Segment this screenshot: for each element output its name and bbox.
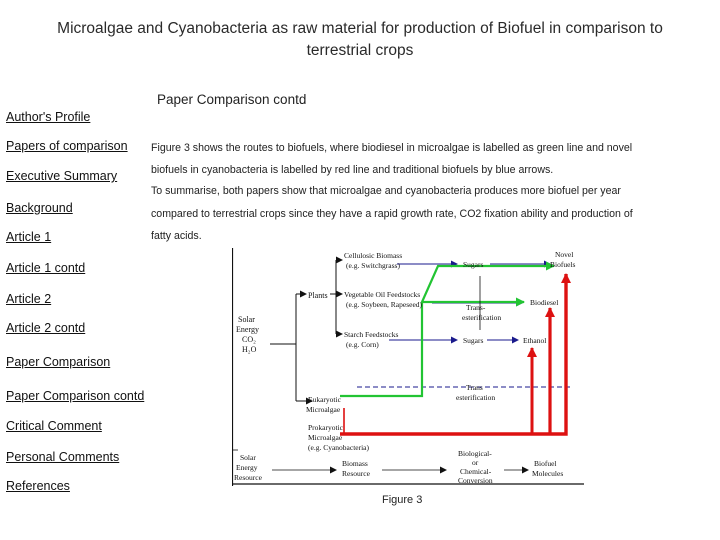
novel-biofuels-label-2: Biofuels: [550, 260, 576, 269]
sugars-label-2: Sugars: [463, 336, 484, 345]
starch-label-1: Starch Feedstocks: [344, 330, 399, 339]
nav-link-article-1[interactable]: Article 1: [6, 230, 52, 244]
conversion-label-1: Biological-: [458, 449, 492, 458]
ethanol-label: Ethanol: [523, 336, 547, 345]
nav-link-references[interactable]: References: [6, 479, 70, 493]
vegetable-label-2: (e.g. Soybeen, Rapeseed): [346, 300, 423, 309]
novel-biofuels-label-1: Novel: [555, 250, 574, 259]
title-line-1: Microalgae and Cyanobacteria as raw material for production of Biofuel in comparison to: [57, 20, 663, 37]
biomass-resource-label-1: Biomass: [342, 459, 368, 468]
plants-label: Plants: [308, 291, 328, 300]
body-line-4: compared to terrestrial crops since they have a rapid growth rate, CO2 fixation ability and production of: [151, 208, 633, 220]
page-title: [10, 18, 710, 62]
conversion-label-3: Chemical-: [460, 467, 492, 476]
nav-link-article-1-contd[interactable]: Article 1 contd: [6, 261, 86, 275]
body-line-5: fatty acids.: [151, 230, 202, 242]
cellulosic-label-1: Cellulosic Biomass: [344, 251, 403, 260]
body-line-1: Figure 3 shows the routes to biofuels, where biodiesel in microalgae is labelled as green line and novel: [151, 142, 633, 154]
eukaryotic-label-1: Eukaryotic: [308, 395, 341, 404]
cellulosic-label-2: (e.g. Switchgrass): [346, 261, 400, 270]
nav-link-critical-comment[interactable]: Critical Comment: [6, 419, 102, 433]
eukaryotic-label-2: Microalgae: [306, 405, 341, 414]
biofuel-molecules-label-1: Biofuel: [534, 459, 557, 468]
conversion-label-4: Conversion: [458, 476, 493, 485]
transesterification-1-line-2: esterification: [462, 313, 502, 322]
solar-label-4: H₂O: [242, 345, 257, 354]
title-line-2: terrestrial crops: [306, 42, 414, 59]
body-line-2: biofuels in cyanobacteria is labelled by red line and traditional biofuels by blue arrows.: [151, 164, 554, 176]
prokaryotic-label-2: Microalgae: [308, 433, 343, 442]
figure-caption: Figure 3: [382, 494, 423, 506]
body-line-3: To summarise, both papers show that microalgae and cyanobacteria produces more biofuel per year: [151, 185, 621, 197]
biofuel-molecules-label-2: Molecules: [532, 469, 564, 478]
nav-link-papers-of-comparison[interactable]: Papers of comparison: [6, 139, 128, 153]
solar-label-1: Solar: [238, 315, 255, 324]
solar-label-3: CO₂: [242, 335, 256, 344]
transesterification-1-line-1: Trans-: [466, 303, 486, 312]
section-subtitle: Paper Comparison contd: [157, 92, 307, 107]
nav-link-paper-comparison[interactable]: Paper Comparison: [6, 355, 111, 369]
solar-label-2: Energy: [236, 325, 259, 334]
biofuel-routes-diagram: [232, 246, 584, 486]
nav-link-background[interactable]: Background: [6, 201, 73, 215]
prokaryotic-label-3: (e.g. Cyanobacteria): [308, 443, 370, 452]
nav-link-personal-comments[interactable]: Personal Comments: [6, 450, 120, 464]
solar-resource-label-2: Energy: [236, 463, 258, 472]
conversion-label-2: or: [472, 458, 479, 467]
solar-resource-label-1: Solar: [240, 453, 256, 462]
solar-resource-label-3: Resource: [234, 473, 262, 482]
vegetable-label-1: Vegetable Oil Feedstocks: [344, 290, 421, 299]
transesterification-2-line-1: Trans: [466, 383, 483, 392]
sugars-label-1: Sugars: [463, 260, 484, 269]
nav-link-article-2-contd[interactable]: Article 2 contd: [6, 321, 86, 335]
biodiesel-label: Biodiesel: [530, 298, 559, 307]
prokaryotic-label-1: Prokaryotic: [308, 423, 343, 432]
starch-label-2: (e.g. Corn): [346, 340, 379, 349]
biomass-resource-label-2: Resource: [342, 469, 370, 478]
nav-link-paper-comparison-contd[interactable]: Paper Comparison contd: [6, 389, 145, 403]
transesterification-2-line-2: esterification: [456, 393, 496, 402]
nav-link-article-2[interactable]: Article 2: [6, 292, 52, 306]
nav-link-authors-profile[interactable]: Author's Profile: [6, 110, 91, 124]
nav-link-executive-summary[interactable]: Executive Summary: [6, 169, 118, 183]
